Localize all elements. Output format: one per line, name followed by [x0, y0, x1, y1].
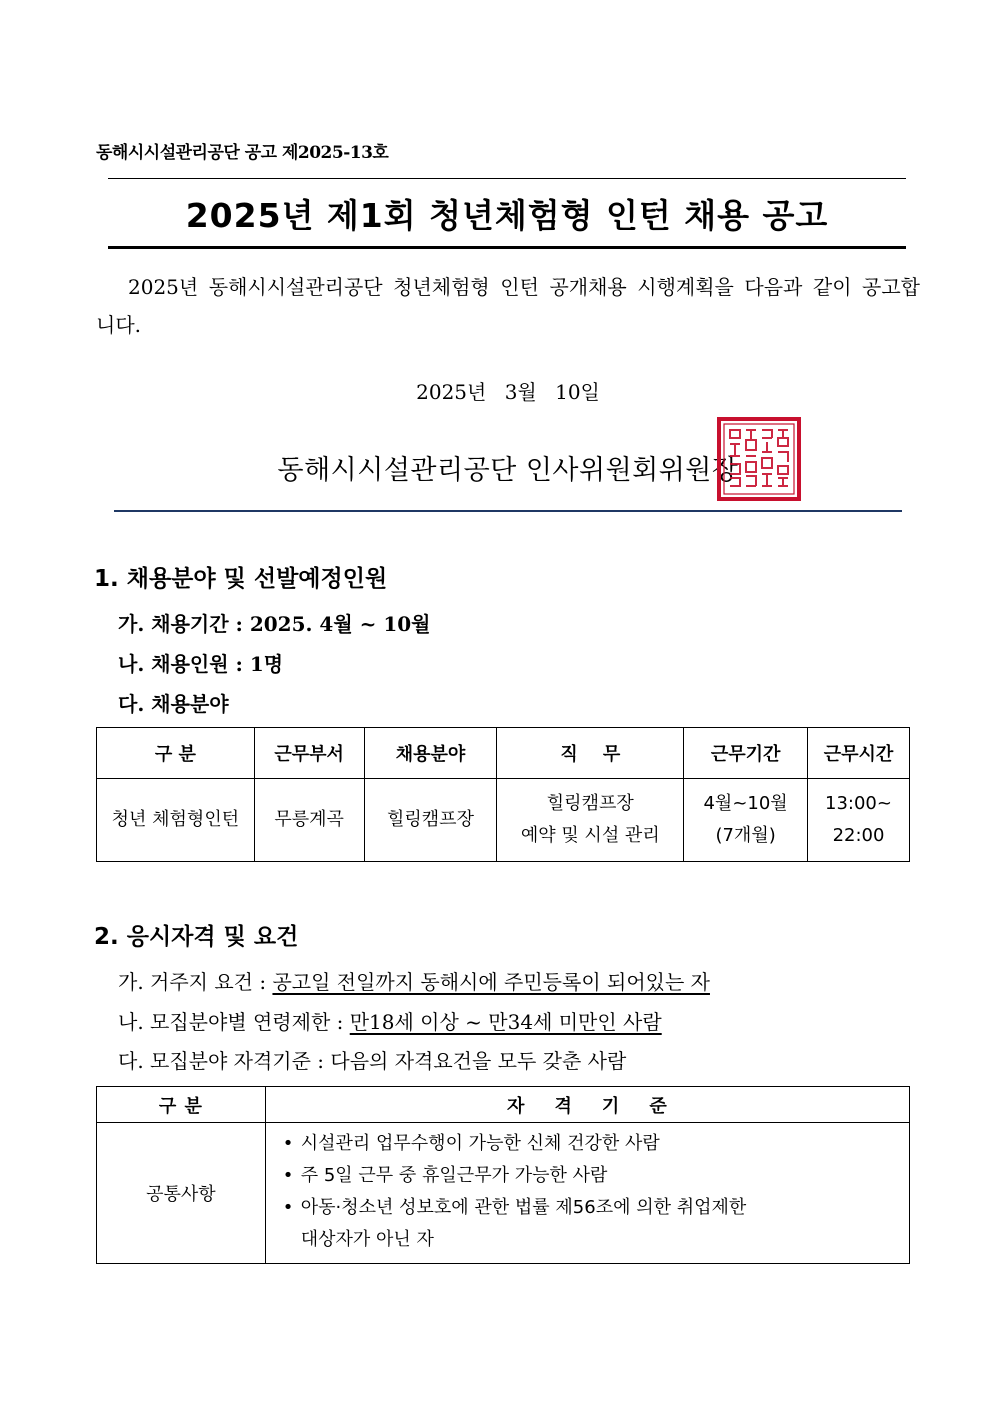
cell-duty — [497, 779, 684, 862]
section1-title: 1. 채용분야 및 선발예정인원 — [94, 566, 388, 592]
table-row — [97, 1123, 910, 1264]
divider-issuer — [114, 510, 902, 512]
residence-value: 공고일 전일까지 동해시에 주민등록이 되어있는 자 — [272, 970, 710, 994]
bullet-icon: • — [282, 1133, 294, 1154]
list-item: • 아동·청소년 성보호에 관한 법률 제56조에 의한 취업제한 대상자가 아닌 자 — [301, 1192, 908, 1256]
cell-category: 공통사항 — [97, 1123, 266, 1264]
divider-top — [108, 178, 906, 179]
cell-hours — [808, 779, 910, 862]
col-period: 근무기간 — [684, 728, 808, 779]
divider-title — [108, 246, 906, 249]
cell-hours-line2: 22:00 — [832, 825, 885, 846]
col-department: 근무부서 — [254, 728, 364, 779]
section2-title: 2. 응시자격 및 요건 — [94, 924, 299, 950]
col-hours: 근무시간 — [808, 728, 910, 779]
cell-period-line2: (7개월) — [715, 825, 776, 846]
intro-paragraph: 2025년 동해시시설관리공단 청년체험형 인턴 공개채용 시행계획을 다음과 같이 공고합니다. — [96, 275, 920, 337]
col-field: 채용분야 — [364, 728, 497, 779]
age-label: 나. 모집분야별 연령제한 : — [118, 1010, 350, 1034]
cell-duty-line1: 힐링캠프장 — [546, 793, 634, 814]
col-duty: 직 무 — [497, 728, 684, 779]
cell-hours-line1: 13:00~ — [825, 793, 892, 814]
bullet-icon: • — [282, 1165, 294, 1186]
col-category: 구 분 — [97, 1087, 266, 1123]
list-item: • 주 5일 근무 중 휴일근무가 가능한 사람 — [301, 1160, 908, 1192]
cell-category: 청년 체험형인턴 — [97, 779, 255, 862]
criteria-list — [267, 1124, 908, 1262]
section2-item-criteria: 다. 모집분야 자격기준 : 다음의 자격요건을 모두 갖춘 사람 — [118, 1049, 627, 1073]
section2-item-residence — [118, 966, 710, 995]
cell-period-line1: 4월~10월 — [703, 793, 788, 814]
cell-field: 힐링캠프장 — [364, 779, 497, 862]
list-item: • 시설관리 업무수행이 가능한 신체 건강한 사람 — [301, 1128, 908, 1160]
official-seal-icon — [716, 416, 802, 502]
section2-item-age — [118, 1006, 662, 1035]
cell-duty-line2: 예약 및 시설 관리 — [520, 825, 660, 846]
age-value: 만18세 이상 ~ 만34세 미만인 사람 — [349, 1010, 662, 1034]
notice-number: 동해시시설관리공단 공고 제2025-13호 — [96, 143, 389, 163]
table-header-row — [97, 728, 910, 779]
announcement-date: 2025년 3월 10일 — [416, 380, 600, 404]
section1-item-headcount: 나. 채용인원 : 1명 — [118, 652, 284, 676]
residence-label: 가. 거주지 요건 : — [118, 970, 273, 994]
page-title: 2025년 제1회 청년체험형 인턴 채용 공고 — [185, 196, 829, 235]
table-header-row — [97, 1087, 910, 1123]
section1-item-period: 가. 채용기간 : 2025. 4월 ~ 10월 — [118, 612, 431, 636]
section1-item-field: 다. 채용분야 — [118, 692, 229, 716]
col-criteria: 자 격 기 준 — [265, 1087, 909, 1123]
cell-criteria — [265, 1123, 909, 1264]
cell-period — [684, 779, 808, 862]
table-row — [97, 779, 910, 862]
qualification-table — [96, 1086, 910, 1264]
bullet-icon: • — [282, 1197, 294, 1218]
issuer-name: 동해시시설관리공단 인사위원회위원장 — [277, 455, 739, 486]
recruitment-table — [96, 727, 910, 862]
cell-department: 무릉계곡 — [254, 779, 364, 862]
col-category: 구 분 — [97, 728, 255, 779]
